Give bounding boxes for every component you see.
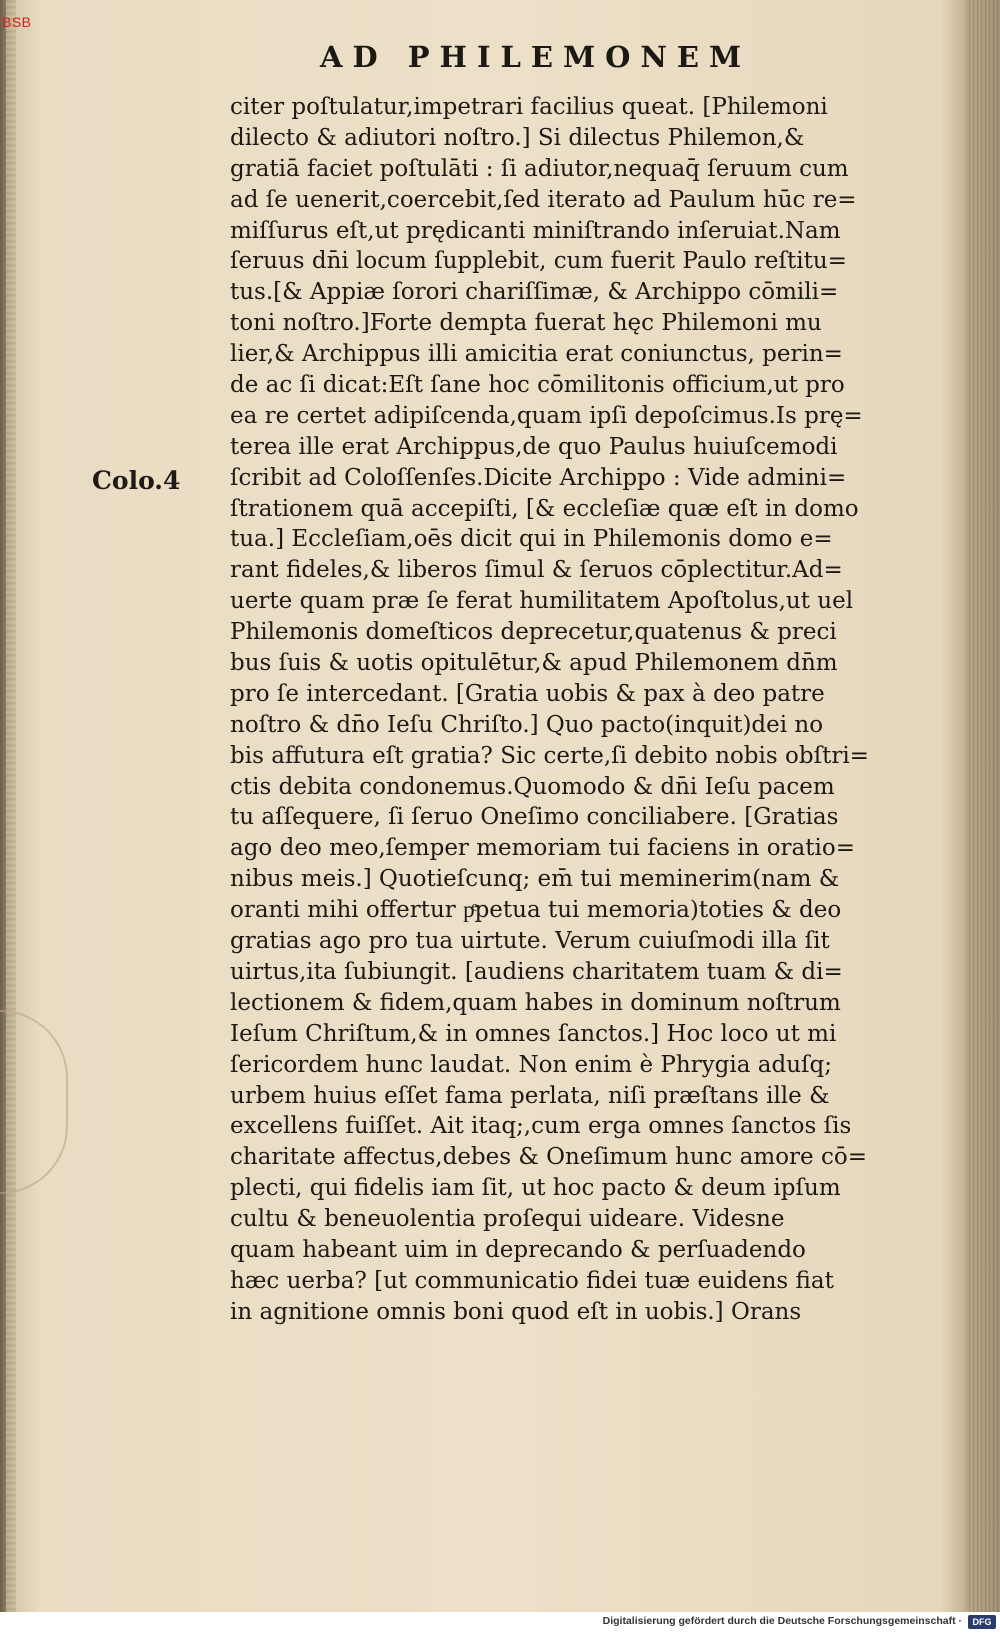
text-line: citer poſtulatur,impetrari facilius queat. [Philemoni <box>230 94 828 120</box>
right-page-edge <box>966 0 1000 1612</box>
text-line: ſcribit ad Coloſſenſes.Dicite Archippo : Vide admini= <box>230 464 847 491</box>
text-line: pro ſe intercedant. [Gratia uobis & pax à deo patre <box>230 680 825 707</box>
margin-note: Colo.4 <box>92 466 181 495</box>
text-line: ſeruus dn̄i locum ſupplebit, cum fuerit Paulo reſtitu= <box>230 248 847 275</box>
text-line: quam habeant uim in deprecando & perſuadendo <box>230 1236 806 1263</box>
library-stamp: BSB <box>2 14 32 30</box>
text-line: noſtro & dn̄o Ieſu Chriſto.] Quo pacto(inquit)dei no <box>230 711 824 738</box>
left-page-edge <box>6 0 16 1612</box>
paper-fold-mark <box>0 1010 68 1194</box>
text-line: ad ſe uenerit,coercebit,ſed iterato ad Paulum hūc re= <box>230 186 857 213</box>
text-line: tus.[& Appiæ ſorori chariſſimæ, & Archippo cōmili= <box>230 279 839 306</box>
text-line: terea ille erat Archippus,de quo Paulus huiuſcemodi <box>230 433 838 460</box>
footer-bar <box>0 1612 1000 1633</box>
text-line: excellens fuiſſet. Ait itaq;,cum erga omnes ſanctos ſis <box>230 1113 852 1140</box>
text-line: urbem huius eſſet fama perlata, niſi præſtans ille & <box>230 1082 830 1109</box>
text-line: miſſurus eſt,ut prędicanti miniſtrando inſeruiat.Nam <box>230 217 841 244</box>
text-line: lectionem & fidem,quam habes in dominum noſtrum <box>230 989 841 1016</box>
text-line: ago deo meo,ſemper memoriam tui faciens in oratio= <box>230 835 855 862</box>
text-line: lier,& Archippus illi amicitia erat coniunctus, perin= <box>230 341 843 368</box>
text-line: toni noſtro.]Forte dempta fuerat hęc Philemoni mu <box>230 310 822 337</box>
text-line: uerte quam præ ſe ferat humilitatem Apoſtolus,ut uel <box>230 588 854 615</box>
text-line: Ieſum Chriſtum,& in omnes ſanctos.] Hoc loco ut mi <box>230 1020 837 1047</box>
body-text <box>230 92 930 1328</box>
text-line: ſericordem hunc laudat. Non enim è Phrygia aduſq; <box>230 1051 832 1078</box>
text-line: oranti mihi offertur pͤpetua tui memoria)toties & deo <box>230 897 842 924</box>
text-line: de ac ſi dicat:Eſt ſane hoc cōmilitonis officium,ut pro <box>230 372 845 399</box>
text-line: nibus meis.] Quotieſcunq; em̄ tui meminerim(nam & <box>230 866 840 893</box>
funding-credit: Digitalisierung gefördert durch die Deutsche Forschungsgemeinschaft · <box>602 1615 962 1627</box>
text-line: bus ſuis & uotis opitulētur,& apud Philemonem dn̄m <box>230 650 838 677</box>
text-line: Philemonis domeſticos deprecetur,quatenus & preci <box>230 619 837 646</box>
text-line: tua.] Eccleſiam,oēs dicit qui in Philemonis domo e= <box>230 526 833 553</box>
text-line: ſtrationem quā accepiſti, [& eccleſiæ quæ eſt in domo <box>230 495 859 522</box>
text-line: uirtus,ita ſubiungit. [audiens charitatem tuam & di= <box>230 958 843 985</box>
text-line: bis affutura eſt gratia? Sic certe,ſi debito nobis obſtri= <box>230 742 869 769</box>
text-line: hæc uerba? [ut communicatio fidei tuæ euidens fiat <box>230 1267 834 1294</box>
text-line: tu aſſequere, ſi ſeruo Oneſimo conciliabere. [Gratias <box>230 804 839 831</box>
text-line: rant fideles,& liberos ſimul & ſeruos cōplectitur.Ad= <box>230 557 843 584</box>
text-line: ea re certet adipiſcenda,quam ipſi depoſcimus.Is prę= <box>230 402 863 429</box>
text-line: charitate affectus,debes & Oneſimum hunc amore cō= <box>230 1144 867 1171</box>
text-line: in agnitione omnis boni quod eſt in uobis.] Orans <box>230 1298 802 1325</box>
text-line: gratias ago pro tua uirtute. Verum cuiuſmodi illa ſit <box>230 928 830 955</box>
text-line: ctis debita condonemus.Quomodo & dn̄i Ieſu pacem <box>230 773 835 800</box>
text-line: cultu & beneuolentia proſequi uideare. Videsne <box>230 1206 785 1233</box>
text-line: plecti, qui fidelis iam ſit, ut hoc pacto & deum ipſum <box>230 1175 841 1202</box>
running-head: AD PHILEMONEM <box>320 40 752 74</box>
text-line: gratiā faciet poſtulāti : ſi adiutor,nequaq̄ ſeruum cum <box>230 155 849 182</box>
text-line: dilecto & adiutori noſtro.] Si dilectus Philemon,& <box>230 124 805 151</box>
dfg-logo: DFG <box>968 1615 996 1629</box>
